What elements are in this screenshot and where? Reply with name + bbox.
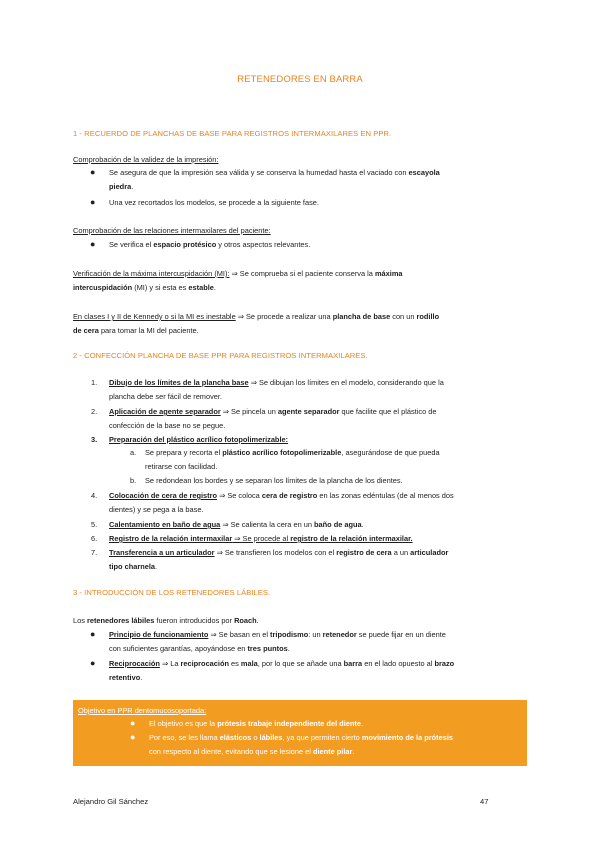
section-3-heading: 3 - INTRODUCCIÓN DE LOS RETENEDORES LÁBILES. — [73, 588, 271, 597]
validity-label: Comprobación de la validez de la impresión: — [73, 155, 219, 164]
sublist-letter: a. — [130, 448, 137, 457]
sublist-letter: b. — [130, 476, 137, 485]
sublist-item-a: Se prepara y recorta el plástico acrílico fotopolimerizable, asegurándose de que pueda retirarse con facilidad. — [145, 448, 440, 471]
list-item-5: Calentamiento en baño de agua ⇒ Se calienta la cera en un baño de agua. — [109, 520, 364, 529]
callout-label: Objetivo en PPR dentomucosoportada: — [78, 706, 207, 715]
bullet-icon: ● — [90, 658, 96, 668]
relations-label: Comprobación de las relaciones intermaxilares del paciente: — [73, 226, 271, 235]
bullet-icon: ● — [90, 167, 96, 177]
list-number: 3. — [91, 435, 98, 444]
section-3-intro: Los retenedores lábiles fueron introducidos por Roach. — [73, 616, 259, 625]
page-number: 47 — [480, 797, 489, 806]
validity-bullet-1: Se asegura de que la impresión sea válida y se conserva la humedad hasta el vaciado con escayola piedra. — [109, 168, 440, 191]
section-2-heading: 2 - CONFECCIÓN PLANCHA DE BASE PPR PARA REGISTROS INTERMAXILARES. — [73, 351, 368, 360]
objective-callout — [73, 700, 527, 766]
bullet-icon: ● — [130, 732, 136, 742]
bullet-icon: ● — [90, 239, 96, 249]
reciprocation-bullet: Reciprocación ⇒ La reciprocación es mala, por lo que se añade una barra en el lado opuesto al brazo retentivo. — [109, 659, 455, 682]
relations-bullet-1: Se verifica el espacio protésico y otros aspectos relevantes. — [109, 240, 311, 249]
sublist-item-b: Se redondean los bordes y se separan los límites de la plancha de los dientes. — [145, 476, 403, 485]
list-number: 7. — [91, 548, 98, 557]
list-item-3: Preparación del plástico acrílico fotopolimerizable: — [109, 435, 289, 444]
page-title: RETENEDORES EN BARRA — [237, 74, 363, 85]
list-number: 4. — [91, 491, 98, 500]
kennedy-paragraph: En clases I y II de Kennedy o si la MI es inestable ⇒ Se procede a realizar una plancha de base con un rodillo de cera para tomar la MI del paciente. — [73, 312, 440, 335]
principle-bullet: Principio de funcionamiento ⇒ Se basan en el tripodismo: un retenedor se puede fijar en un diente con suficientes garantías, apoyándose en tres puntos. — [109, 630, 446, 653]
bullet-icon: ● — [130, 718, 136, 728]
list-item-4: Colocación de cera de registro ⇒ Se coloca cera de registro en las zonas edéntulas (de al menos dos dientes) y se pega a la base. — [109, 491, 454, 514]
callout-bullet-2: Por eso, se les llama elásticos o lábiles, ya que permiten cierto movimiento de la prótesis con respecto al diente, evitando que se lesione el diente pilar. — [149, 733, 454, 756]
callout-bullet-1: El objetivo es que la prótesis trabaje independiente del diente. — [149, 719, 364, 728]
bullet-icon: ● — [90, 629, 96, 639]
list-item-1: Dibujo de los límites de la plancha base ⇒ Se dibujan los límites en el modelo, considerando que la plancha debe ser fácil de remover. — [109, 378, 444, 401]
list-number: 5. — [91, 520, 98, 529]
list-number: 2. — [91, 407, 98, 416]
mi-paragraph: Verificación de la máxima intercuspidación (MI): ⇒ Se comprueba si el paciente conserva la máxima intercuspidación (MI) y si esta es estable. — [73, 269, 403, 292]
list-item-6: Registro de la relación intermaxilar ⇒ Se procede al registro de la relación intermaxilar. — [109, 534, 413, 543]
list-item-7: Transferencia a un articulador ⇒ Se transfieren los modelos con el registro de cera a un articulador tipo charnela. — [109, 548, 449, 571]
list-item-2: Aplicación de agente separador ⇒ Se pincela un agente separador que facilite que el plástico de confección de la base no se pegue. — [109, 407, 437, 430]
list-number: 6. — [91, 534, 98, 543]
footer-author: Alejandro Gil Sánchez — [73, 797, 149, 806]
validity-bullet-2: Una vez recortados los modelos, se procede a la siguiente fase. — [109, 198, 319, 207]
bullet-icon: ● — [90, 197, 96, 207]
section-1-heading: 1 - RECUERDO DE PLANCHAS DE BASE PARA REGISTROS INTERMAXILARES EN PPR. — [73, 129, 392, 138]
list-number: 1. — [91, 378, 98, 387]
